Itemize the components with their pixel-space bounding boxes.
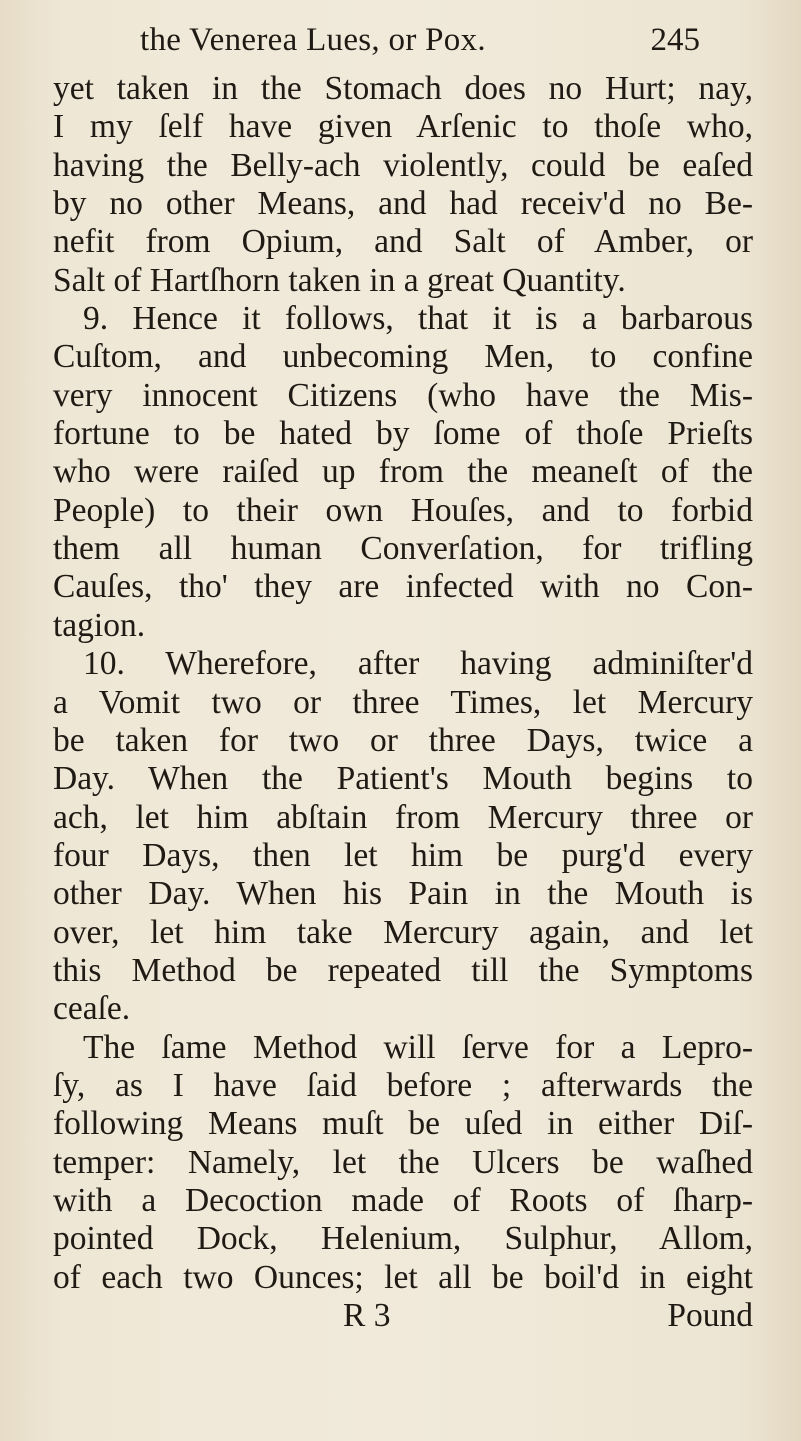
text-line: I my ſelf have given Arſenic to thoſe who, [53,108,753,146]
text-line: nefit from Opium, and Salt of Amber, or [53,223,753,261]
body-text [53,70,753,1335]
text-line: other Day. When his Pain in the Mouth is [53,875,753,913]
text-line: this Method be repeated till the Symptoms [53,951,753,989]
text-line: Cuſtom, and unbecoming Men, to confine [53,338,753,376]
text-line: ach, let him abſtain from Mercury three or [53,798,753,836]
text-line: Cauſes, tho' they are infected with no Con- [53,568,753,606]
text-line: pointed Dock, Helenium, Sulphur, Allom, [53,1220,753,1258]
signature-mark: R 3 [343,1297,391,1334]
text-line: ceaſe. [53,990,131,1028]
text-line: yet taken in the Stomach does no Hurt; nay, [53,70,753,107]
text-line: People) to their own Houſes, and to forbid [53,491,753,529]
text-line: Day. When the Patient's Mouth begins to [53,760,753,798]
running-title: the Venerea Lues, or Pox. [140,22,486,58]
text-line: temper: Namely, let the Ulcers be waſhed [53,1143,753,1181]
text-line: The ſame Method will ſerve for a Lepro- [83,1028,753,1066]
text-line: by no other Means, and had receiv'd no Be- [53,185,753,223]
catchword: Pound [667,1297,753,1334]
text-line: 10. Wherefore, after having adminiſter'd [83,645,753,683]
text-line: very innocent Citizens (who have the Mis- [53,376,753,414]
text-line: ſy, as I have ſaid before ; afterwards the [53,1066,753,1104]
text-line: over, let him take Mercury again, and let [53,913,753,951]
text-line: with a Decoction made of Roots of ſharp- [53,1181,753,1219]
text-line: of each two Ounces; let all be boil'd in eight [53,1258,753,1296]
text-line: a Vomit two or three Times, let Mercury [53,683,753,721]
text-line: 9. Hence it follows, that it is a barbarous [83,300,753,338]
text-line: Salt of Hartſhorn taken in a great Quantity. [53,261,626,299]
text-line: fortune to be hated by ſome of thoſe Prieſts [53,415,753,453]
text-line: tagion. [53,606,146,644]
text-line: following Means muſt be uſed in either Diſ- [53,1105,753,1143]
text-line: who were raiſed up from the meaneſt of the [53,453,753,491]
page-number: 245 [650,22,700,58]
text-line: four Days, then let him be purg'd every [53,836,753,874]
text-line: be taken for two or three Days, twice a [53,721,753,759]
text-line: them all human Converſation, for trifling [53,530,753,568]
footer-line [53,1297,753,1335]
page-header [140,10,700,70]
text-line: having the Belly-ach violently, could be eaſed [53,146,753,184]
